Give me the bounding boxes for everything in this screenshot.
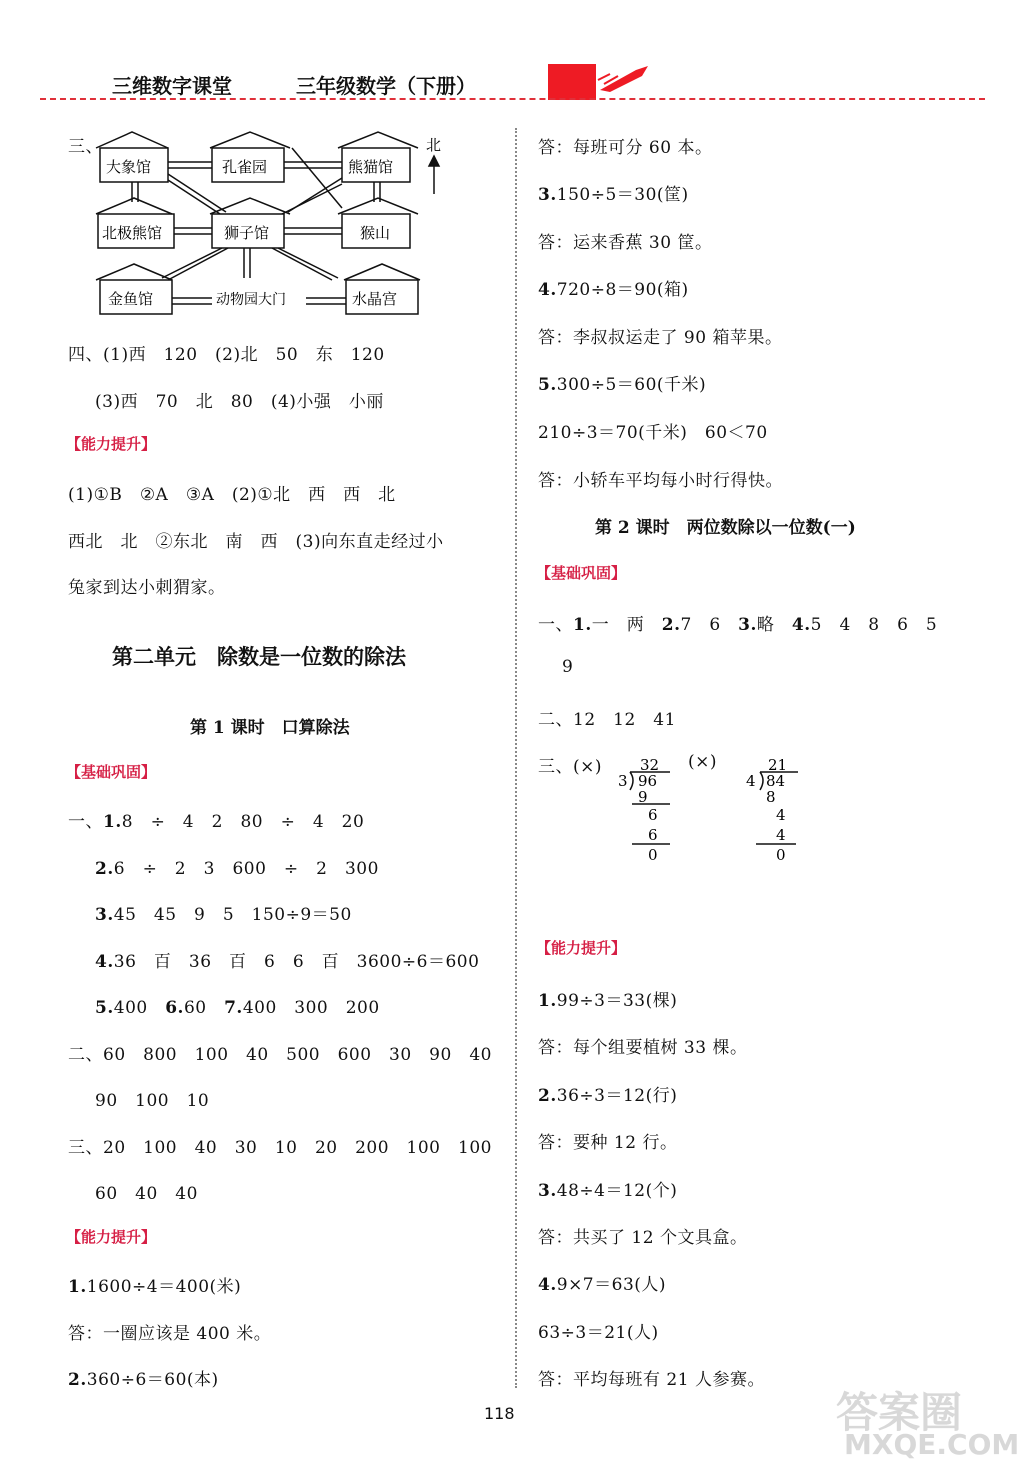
node-monkey: 猴山 xyxy=(360,224,391,242)
item-number: 1. xyxy=(573,615,592,635)
r-problem-5-line2: 210÷3＝70(千米) 60＜70 xyxy=(538,423,768,443)
subject-title: 三年级数学（下册） xyxy=(296,74,476,98)
item-answer: 7 6 xyxy=(680,615,721,635)
node-panda: 熊猫馆 xyxy=(348,158,394,176)
long-division-2 xyxy=(744,756,804,864)
item-number: 3. xyxy=(538,1181,557,1201)
san-line-2: 60 40 40 xyxy=(95,1184,198,1204)
item-number: 1. xyxy=(538,991,557,1011)
tag-jichu-gonggu: 【基础巩固】 xyxy=(536,564,627,582)
remainder: 0 xyxy=(648,846,658,864)
er-line-2: 90 100 10 xyxy=(95,1091,210,1111)
node-polar-bear: 北极熊馆 xyxy=(102,224,163,242)
quotient: 21 xyxy=(768,756,788,774)
r-problem-4 xyxy=(538,275,689,300)
r-q1-answer: 答：每个组要植树 33 棵。 xyxy=(538,1038,748,1058)
remainder: 0 xyxy=(776,846,786,864)
node-crystal-palace: 水晶宫 xyxy=(352,290,398,308)
r-san-mark-2: (×) xyxy=(688,752,718,772)
rocket-icon xyxy=(596,62,652,96)
r-q4-line2: 63÷3＝21(人) xyxy=(538,1323,659,1343)
ability-line-3: 兔家到达小刺猬家。 xyxy=(68,578,226,598)
long-division-1 xyxy=(614,756,674,864)
item-number: 2. xyxy=(661,615,681,635)
header-divider xyxy=(40,98,985,100)
node-goldfish: 金鱼馆 xyxy=(108,290,154,308)
page-number: 118 xyxy=(484,1404,515,1423)
item-number: 5. xyxy=(538,375,557,395)
step-2: 6 xyxy=(648,806,658,824)
r-san-label: 三、(×) xyxy=(538,757,603,777)
item-answer: 400 xyxy=(113,998,148,1018)
problem-2 xyxy=(68,1365,219,1390)
north-label: 北 xyxy=(426,136,442,154)
quotient: 32 xyxy=(640,756,660,774)
r-q3-answer: 答：共买了 12 个文具盒。 xyxy=(538,1228,748,1248)
item-number: 7. xyxy=(224,998,243,1018)
item-answer: 99÷3＝33(棵) xyxy=(556,991,678,1011)
item-answer: 1600÷4＝400(米) xyxy=(86,1277,242,1297)
item-number: 4. xyxy=(95,952,114,972)
node-lion: 狮子馆 xyxy=(224,224,270,242)
r-answer-5: 答：小轿车平均每小时行得快。 xyxy=(538,471,783,491)
r-problem-3 xyxy=(538,180,689,205)
step-2: 4 xyxy=(776,806,786,824)
item-number: 2. xyxy=(68,1370,87,1390)
item-answer: 5 4 8 6 5 xyxy=(810,615,938,635)
yi-prefix: 一、 xyxy=(68,812,103,832)
item-number: 4. xyxy=(538,280,557,300)
item-answer: 一 两 xyxy=(591,615,645,635)
item-number: 2. xyxy=(538,1086,557,1106)
watermark-logo: 答案圈 xyxy=(836,1388,963,1437)
yi-line-3 xyxy=(95,900,352,925)
zoo-map-diagram xyxy=(92,128,452,320)
r-q3 xyxy=(538,1176,677,1201)
item-answer: 9×7＝63(人) xyxy=(556,1275,667,1295)
r-q2-answer: 答：要种 12 行。 xyxy=(538,1133,678,1153)
dividend: 84 xyxy=(766,772,786,790)
tag-jichu-gonggu: 【基础巩固】 xyxy=(66,763,157,781)
item-answer: 720÷8＝90(箱) xyxy=(556,280,689,300)
r-q2 xyxy=(538,1081,677,1106)
four-line-1: 四、(1)西 120 (2)北 50 东 120 xyxy=(68,345,385,365)
item-number: 3. xyxy=(738,615,757,635)
yi-line-5 xyxy=(95,993,380,1018)
step-3: 4 xyxy=(776,826,786,844)
step-1: 9 xyxy=(638,788,648,806)
san-line-1: 三、20 100 40 30 10 20 200 100 100 xyxy=(68,1138,492,1158)
item-answer: 48÷4＝12(个) xyxy=(556,1181,678,1201)
book-title: 三维数字课堂 xyxy=(112,74,232,98)
item-answer: 45 45 9 5 150÷9＝50 xyxy=(113,905,352,925)
divisor: 3 xyxy=(618,772,628,790)
lesson2-title: 第 2 课时 两位数除以一位数(一) xyxy=(595,518,856,538)
dividend: 96 xyxy=(638,772,658,790)
r-q4-answer: 答：平均每班有 21 人参赛。 xyxy=(538,1370,765,1390)
item-answer: 150÷5＝30(筐) xyxy=(556,185,689,205)
item-number: 3. xyxy=(95,905,114,925)
item-answer: 60 xyxy=(183,998,207,1018)
four-line-2: (3)西 70 北 80 (4)小强 小丽 xyxy=(95,392,384,412)
item-answer: 36 百 36 百 6 6 百 3600÷6＝600 xyxy=(113,952,480,972)
yi-line-4 xyxy=(95,947,479,972)
item-number: 5. xyxy=(95,998,114,1018)
r-answer-1: 答：每班可分 60 本。 xyxy=(538,138,713,158)
ability-line-1: (1)①B ②A ③A (2)①北 西 西 北 xyxy=(68,485,396,505)
item-answer: 6 ÷ 2 3 600 ÷ 2 300 xyxy=(113,859,379,879)
step-1: 8 xyxy=(766,788,776,806)
tag-nengli-tisheng: 【能力提升】 xyxy=(66,1228,157,1246)
tag-nengli-tisheng: 【能力提升】 xyxy=(536,939,627,957)
er-line-1: 二、60 800 100 40 500 600 30 90 40 xyxy=(68,1045,492,1065)
r-yi-line xyxy=(538,610,937,635)
divisor: 4 xyxy=(746,772,756,790)
item-number: 1. xyxy=(68,1277,87,1297)
tag-nengli-tisheng: 【能力提升】 xyxy=(66,435,157,453)
item-answer: 8 ÷ 4 2 80 ÷ 4 20 xyxy=(121,812,365,832)
r-problem-5 xyxy=(538,370,706,395)
r-answer-4: 答：李叔叔运走了 90 箱苹果。 xyxy=(538,328,783,348)
yi-line-1 xyxy=(68,807,364,832)
item-number: 4. xyxy=(538,1275,557,1295)
yi-line-2 xyxy=(95,854,379,879)
item-number: 6. xyxy=(165,998,184,1018)
section-three-label: 三、 xyxy=(68,137,103,157)
item-number: 2. xyxy=(95,859,114,879)
r-q1 xyxy=(538,986,677,1011)
item-answer: 400 300 200 xyxy=(242,998,380,1018)
item-answer: 300÷5＝60(千米) xyxy=(556,375,707,395)
r-er-line: 二、12 12 41 xyxy=(538,710,676,730)
header-red-block xyxy=(548,64,596,100)
node-elephant: 大象馆 xyxy=(106,158,152,176)
problem-1-answer: 答：一圈应该是 400 米。 xyxy=(68,1324,272,1344)
lesson1-title: 第 1 课时 口算除法 xyxy=(190,718,350,738)
item-number: 3. xyxy=(538,185,557,205)
item-answer: 36÷3＝12(行) xyxy=(556,1086,678,1106)
yi-prefix: 一、 xyxy=(538,615,573,635)
step-3: 6 xyxy=(648,826,658,844)
item-number: 4. xyxy=(791,615,811,635)
item-answer: 360÷6＝60(本) xyxy=(86,1370,219,1390)
node-peacock: 孔雀园 xyxy=(222,158,268,176)
watermark-url: MXQE.COM xyxy=(844,1428,1019,1461)
problem-1 xyxy=(68,1272,241,1297)
ability-line-2: 西北 北 ②东北 南 西 (3)向东直走经过小 xyxy=(68,532,444,552)
item-number: 1. xyxy=(103,812,122,832)
r-yi-continued: 9 xyxy=(562,657,574,677)
r-answer-3: 答：运来香蕉 30 筐。 xyxy=(538,233,713,253)
column-divider xyxy=(515,128,517,1388)
r-q4 xyxy=(538,1270,666,1295)
item-answer: 略 xyxy=(756,615,775,635)
unit-title: 第二单元 除数是一位数的除法 xyxy=(112,645,406,669)
node-zoo-gate: 动物园大门 xyxy=(216,292,286,308)
